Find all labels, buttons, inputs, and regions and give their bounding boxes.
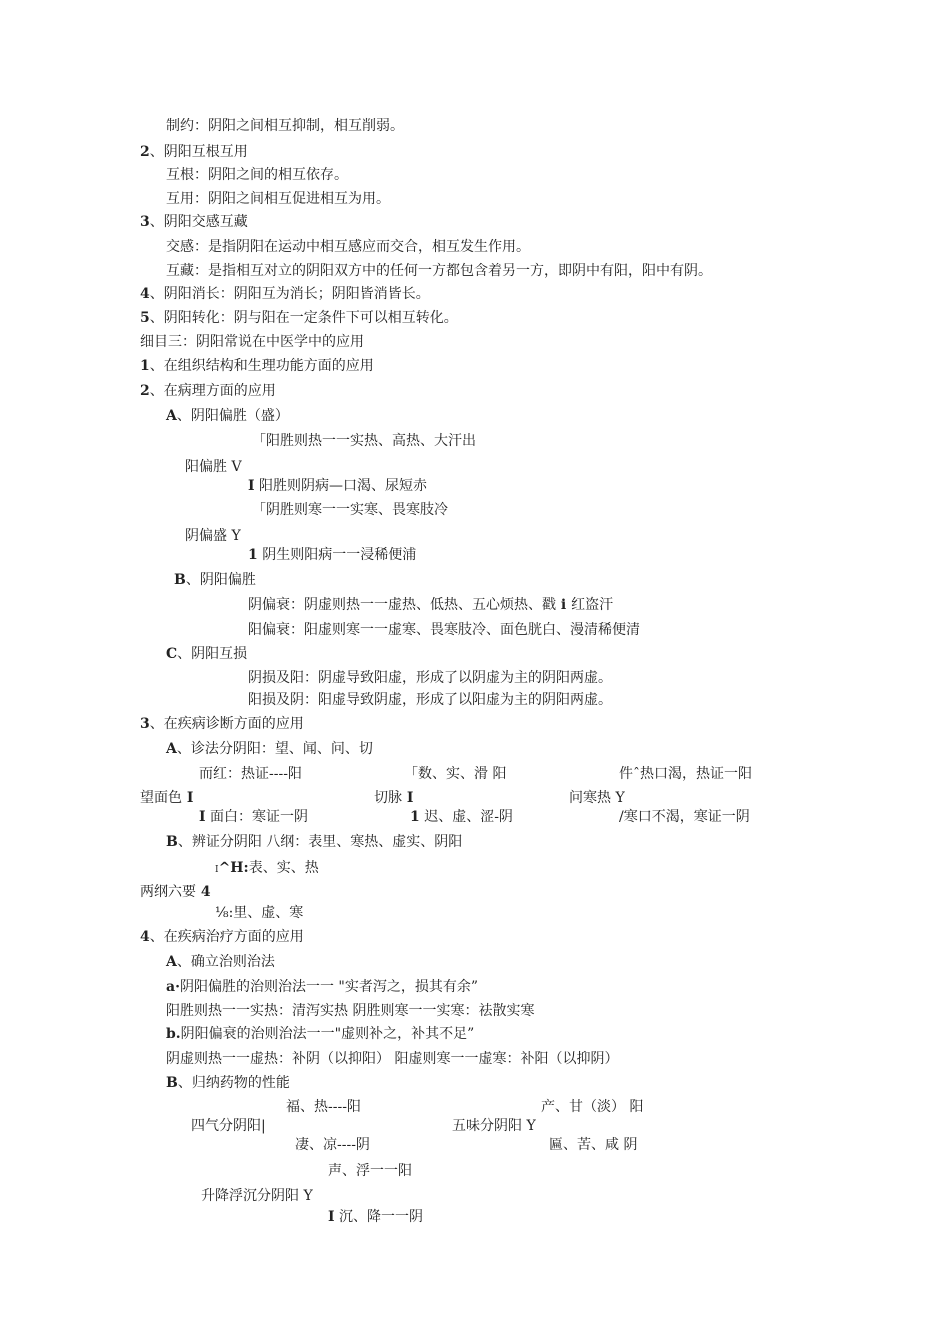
subheading-letter: A: [166, 408, 177, 424]
subheading-text: 、归纳药物的性能: [177, 1075, 290, 1091]
heading-text: 、阴阳转化：阴与阳在一定条件下可以相互转化。: [149, 310, 458, 326]
text-mark: i: [556, 597, 572, 613]
heading-text: 、在组织结构和生理功能方面的应用: [149, 358, 374, 374]
heading-text: 、在疾病治疗方面的应用: [149, 929, 304, 945]
heading-number: 3: [140, 716, 150, 732]
text: 表、实、热: [248, 860, 319, 876]
text: 升降浮沉分阴阳 Y: [201, 1188, 313, 1204]
subheading-letter: B: [174, 572, 186, 588]
heading-number: 5: [140, 310, 150, 326]
heading-text: 、在疾病诊断方面的应用: [149, 716, 304, 732]
text: 交感：是指阴阳在运动中相互感应而交合，相互发生作用。: [166, 239, 530, 255]
bracket-mark: I: [248, 478, 255, 494]
heading-3-diagnosis: [140, 715, 304, 733]
item-mark: b.: [166, 1026, 181, 1042]
line-pulse-yin: [410, 808, 513, 826]
bracket-mark: I: [328, 1209, 335, 1225]
line-pulse-yang: [404, 765, 506, 783]
heading-number: 1: [140, 358, 150, 374]
line-face-white: [199, 808, 308, 826]
line-excess-principle: [166, 978, 478, 996]
line-yin-deficiency: [248, 596, 613, 614]
text: 阳偏胜 V: [185, 459, 242, 475]
subheading-b-treatment: [166, 1074, 290, 1092]
line-inspect-face: [140, 789, 193, 807]
text: 问寒热 Y: [569, 790, 625, 806]
text: 福、热----阳: [286, 1099, 361, 1115]
heading-4: [140, 285, 430, 303]
text: 迟、虚、涩-阴: [419, 809, 513, 825]
text: 制约：阴阳之间相互抑制，相互削弱。: [166, 118, 404, 134]
text: 切脉: [374, 790, 402, 806]
line-sink-descend-yin: [328, 1208, 423, 1226]
line-yin-affects-yang: [248, 669, 612, 687]
line-two-outlines: [140, 883, 211, 901]
line-warm-hot-yang: [286, 1098, 361, 1116]
heading-3: [140, 213, 248, 231]
text: 阳偏衰：阳虚则寒一一虚寒、畏寒肢冷、面色胱白、漫清稀便清: [248, 622, 640, 638]
line-rise-float-yang: [328, 1162, 412, 1180]
line-yin-excess-label: [185, 527, 241, 545]
bracket-mark: I: [402, 790, 414, 806]
line-yin-damage-yang: [248, 546, 416, 564]
text: 细目三：阴阳常说在中医学中的应用: [140, 334, 364, 350]
text: 阴偏衰：阴虚则热一一虚热、低热、五心烦热、戳: [248, 597, 556, 613]
bracket-mark: I: [215, 865, 219, 875]
heading-5: [140, 309, 458, 327]
text: 互藏：是指相互对立的阴阳双方中的任何一方都包含着另一方，即阴中有阳，阳中有阴。: [166, 263, 712, 279]
text: 阴阳偏衰的治则治法一一"虚则补之，补其不足”: [180, 1026, 475, 1042]
line-face-red: [199, 765, 302, 783]
heading-1-structure: [140, 357, 374, 375]
heading-text: 、阴阳交感互藏: [149, 214, 248, 230]
line-pungent-sweet-yang: [541, 1098, 643, 1116]
heading-number: 2: [140, 383, 150, 399]
subheading-text: 、确立治则治法: [176, 954, 275, 970]
heading-number: 3: [140, 214, 150, 230]
text: 阴生则阳病一一浸稀便浦: [257, 547, 417, 563]
line-yin-excess-cold: [252, 501, 448, 519]
text: 匾、苦、咸 阴: [549, 1137, 638, 1153]
text: 四气分阴阳|: [191, 1118, 266, 1134]
line-yang-damage-yin: [248, 477, 427, 495]
item-mark: a·: [166, 979, 180, 995]
text: 凄、凉----阴: [295, 1137, 370, 1153]
subheading-letter: C: [166, 646, 178, 662]
text: 面白：寒证一阴: [205, 809, 309, 825]
subheading-b: [174, 571, 256, 589]
subheading-c: [166, 645, 247, 663]
line-deficiency-methods: [166, 1050, 618, 1068]
heading-number: 2: [140, 144, 150, 160]
line-eight-yin: [215, 904, 303, 922]
line-five-flavors: [452, 1117, 536, 1135]
heading-4-treatment: [140, 928, 304, 946]
text: 沉、降一一阴: [334, 1209, 424, 1225]
line-mutual-use: [166, 190, 390, 208]
bracket-mark: 1: [410, 809, 420, 825]
line-feel-pulse: [374, 789, 413, 807]
line-four-qi: [191, 1117, 266, 1135]
subheading-text: 、阴阳互损: [177, 646, 248, 662]
text: 「阳胜则热一一实热、高热、大汗出: [252, 433, 476, 449]
text: 阴阳偏胜的治则治法一一 "实者泻之，损其有余”: [179, 979, 478, 995]
line-cold-cool-yin: [295, 1136, 370, 1154]
text: 「阴胜则寒一一实寒、畏寒肢冷: [252, 502, 448, 518]
text: 声、浮一一阳: [328, 1163, 412, 1179]
subheading-a: [166, 407, 289, 425]
line-interaction: [166, 238, 530, 256]
text: 阳胜则热一一实热：清泻实热 阴胜则寒一一实寒：祛散实寒: [166, 1003, 535, 1019]
subheading-letter: A: [166, 954, 177, 970]
heading-number: 4: [140, 929, 150, 945]
line-restraint: [166, 117, 404, 135]
bracket-mark: 1: [248, 547, 258, 563]
line-excess-methods: [166, 1002, 534, 1020]
subheading-letter: A: [166, 741, 177, 757]
text: 阳损及阴：阳虚导致阴虚，形成了以阳虚为主的阴阳两虚。: [248, 692, 612, 708]
heading-2: [140, 143, 248, 161]
text: 阳胜则阴病—口渴、尿短赤: [254, 478, 428, 494]
text: 「数、实、滑 阳: [404, 766, 507, 782]
line-thirst-heat: [619, 765, 752, 783]
line-yang-excess-label: [185, 458, 242, 476]
heading-text: 、在病理方面的应用: [149, 383, 276, 399]
subheading-letter: B: [166, 834, 178, 850]
section-title: [140, 333, 364, 351]
text: /寒口不渴，寒证一阴: [619, 809, 750, 825]
heading-2-pathology: [140, 382, 276, 400]
text: 而红：热证----阳: [199, 766, 302, 782]
subheading-a-diagnosis: [166, 740, 373, 758]
line-ask-cold-heat: [569, 789, 625, 807]
subheading-b-diagnosis: [166, 833, 462, 851]
text: 阴偏盛 Y: [185, 528, 241, 544]
text: 五味分阴阳 Y: [452, 1118, 536, 1134]
line-four-directions: [201, 1187, 313, 1205]
heading-number: 4: [140, 286, 150, 302]
text: 阴虚则热一一虚热：补阴（以抑阳） 阳虚则寒一一虚寒：补阳（以抑阴）: [166, 1051, 619, 1067]
text: 互用：阴阳之间相互促进相互为用。: [166, 191, 390, 207]
text: 互根：阴阳之间的相互依存。: [166, 167, 348, 183]
bracket-mark: I: [182, 790, 194, 806]
text: ⅛:里、虚、寒: [215, 905, 304, 921]
text: 产、甘（淡） 阳: [541, 1099, 644, 1115]
line-yang-deficiency: [248, 621, 640, 639]
heading-text: 、阴阳互根互用: [149, 144, 248, 160]
text-mark: ^H:: [218, 860, 249, 876]
subheading-text: 、辨证分阴阳 八纲：表里、寒热、虚实、阴阳: [177, 834, 463, 850]
line-deficiency-principle: [166, 1025, 474, 1043]
bracket-mark: I: [199, 809, 206, 825]
subheading-text: 、诊法分阴阳：望、闻、问、切: [176, 741, 373, 757]
bracket-mark: 4: [196, 884, 211, 900]
subheading-text: 、阴阳偏胜: [185, 572, 256, 588]
line-yang-affects-yin: [248, 691, 612, 709]
text: 阴损及阳：阴虚导致阳虚，形成了以阴虚为主的阴阳两虚。: [248, 670, 612, 686]
subheading-a-treatment: [166, 953, 275, 971]
line-yang-excess-heat: [252, 432, 476, 450]
line-eight-yang: [215, 859, 319, 879]
subheading-letter: B: [166, 1075, 178, 1091]
text: 两纲六要: [140, 884, 196, 900]
text: 望面色: [140, 790, 182, 806]
heading-text: 、阴阳消长：阴阳互为消长；阴阳皆消皆长。: [149, 286, 430, 302]
line-mutual-contain: [166, 262, 712, 280]
subheading-text: 、阴阳偏胜（盛）: [176, 408, 289, 424]
line-sour-bitter-yin: [549, 1136, 637, 1154]
text: 红盗汗: [571, 597, 614, 613]
line-mutual-root: [166, 166, 348, 184]
line-no-thirst-cold: [619, 808, 750, 826]
text: 件ˆ热口渴，热证一阳: [619, 766, 752, 782]
